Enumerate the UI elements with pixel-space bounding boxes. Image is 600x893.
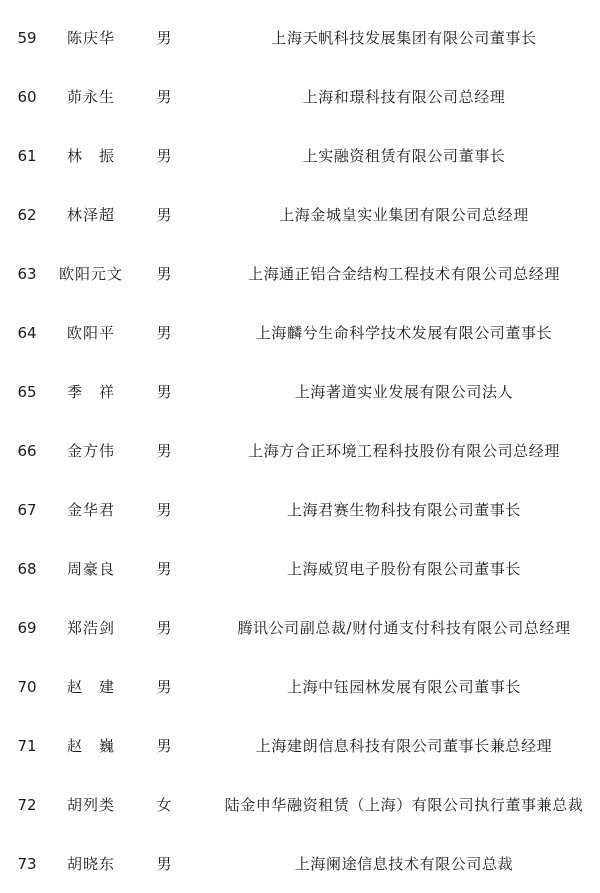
row-number: 73 xyxy=(17,855,37,873)
person-gender: 男 xyxy=(156,737,172,755)
person-name: 郑浩剑 xyxy=(66,619,115,637)
table-row xyxy=(0,8,600,67)
organization-title: 上海阑途信息技术有限公司总裁 xyxy=(294,855,514,873)
organization-title: 上实融资租赁有限公司董事长 xyxy=(302,147,506,165)
person-gender: 男 xyxy=(156,88,172,106)
table-row xyxy=(0,67,600,126)
person-gender: 男 xyxy=(156,855,172,873)
organization-title: 上海君赛生物科技有限公司董事长 xyxy=(286,501,521,519)
table-row xyxy=(0,303,600,362)
organization-title: 上海麟兮生命科学技术发展有限公司董事长 xyxy=(255,324,553,342)
person-gender: 男 xyxy=(156,147,172,165)
row-number: 64 xyxy=(17,324,37,342)
organization-title: 陆金申华融资租赁（上海）有限公司执行董事兼总裁 xyxy=(224,796,584,814)
organization-title: 腾讯公司副总裁/财付通支付科技有限公司总经理 xyxy=(237,619,571,637)
row-number: 62 xyxy=(17,206,37,224)
organization-title: 上海建朗信息科技有限公司董事长兼总经理 xyxy=(255,737,553,755)
row-number: 72 xyxy=(17,796,37,814)
row-number: 61 xyxy=(17,147,37,165)
person-gender: 男 xyxy=(156,324,172,342)
person-name: 胡晓东 xyxy=(66,855,115,873)
person-name: 周豪良 xyxy=(66,560,115,578)
person-name: 林泽超 xyxy=(66,206,115,224)
table-row xyxy=(0,480,600,539)
person-name: 欧阳平 xyxy=(66,324,115,342)
person-gender: 男 xyxy=(156,619,172,637)
organization-title: 上海中钰园林发展有限公司董事长 xyxy=(286,678,521,696)
row-number: 65 xyxy=(17,383,37,401)
row-number: 70 xyxy=(17,678,37,696)
person-gender: 男 xyxy=(156,206,172,224)
person-gender: 男 xyxy=(156,442,172,460)
organization-title: 上海著道实业发展有限公司法人 xyxy=(294,383,514,401)
person-name: 季 祥 xyxy=(66,383,115,401)
person-gender: 男 xyxy=(156,265,172,283)
organization-title: 上海通正铝合金结构工程技术有限公司总经理 xyxy=(247,265,560,283)
person-name: 赵 建 xyxy=(66,678,115,696)
table-row xyxy=(0,775,600,834)
table-row xyxy=(0,244,600,303)
person-gender: 男 xyxy=(156,383,172,401)
person-gender: 男 xyxy=(156,501,172,519)
organization-title: 上海天帆科技发展集团有限公司董事长 xyxy=(271,29,537,47)
person-gender: 男 xyxy=(156,560,172,578)
row-number: 71 xyxy=(17,737,37,755)
table-row xyxy=(0,834,600,893)
row-number: 67 xyxy=(17,501,37,519)
person-gender: 男 xyxy=(156,29,172,47)
table-row xyxy=(0,598,600,657)
row-number: 59 xyxy=(17,29,37,47)
person-gender: 女 xyxy=(156,796,172,814)
organization-title: 上海和璟科技有限公司总经理 xyxy=(302,88,506,106)
person-name: 胡列类 xyxy=(66,796,115,814)
row-number: 68 xyxy=(17,560,37,578)
table-row xyxy=(0,126,600,185)
table-row xyxy=(0,539,600,598)
person-name: 赵 巍 xyxy=(66,737,115,755)
organization-title: 上海方合正环境工程科技股份有限公司总经理 xyxy=(247,442,560,460)
person-name: 陈庆华 xyxy=(66,29,115,47)
table-row xyxy=(0,716,600,775)
table-row xyxy=(0,657,600,716)
person-name: 金华君 xyxy=(66,501,115,519)
person-name: 林 振 xyxy=(66,147,115,165)
person-name: 金方伟 xyxy=(66,442,115,460)
member-list-table xyxy=(0,8,600,893)
row-number: 69 xyxy=(17,619,37,637)
person-gender: 男 xyxy=(156,678,172,696)
table-row xyxy=(0,362,600,421)
organization-title: 上海金城皇实业集团有限公司总经理 xyxy=(279,206,529,224)
row-number: 60 xyxy=(17,88,37,106)
row-number: 66 xyxy=(17,442,37,460)
organization-title: 上海威贸电子股份有限公司董事长 xyxy=(286,560,521,578)
person-name: 欧阳元文 xyxy=(58,265,123,283)
table-row xyxy=(0,185,600,244)
row-number: 63 xyxy=(17,265,37,283)
person-name: 茆永生 xyxy=(66,88,115,106)
table-row xyxy=(0,421,600,480)
